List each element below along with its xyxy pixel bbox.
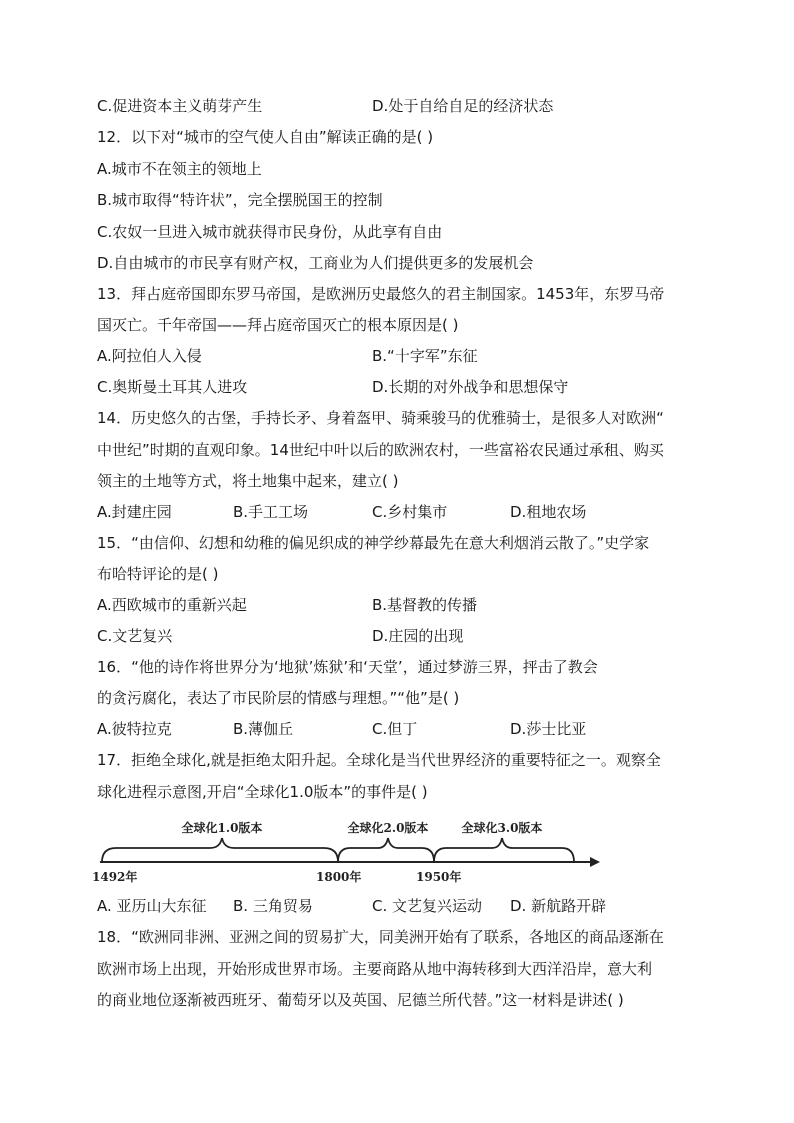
- q12-option-a: A.城市不在领主的领地上: [97, 160, 262, 178]
- q16-option-d: D.莎士比亚: [510, 720, 587, 738]
- q13-option-d: D.长期的对外战争和思想保守: [372, 378, 569, 396]
- q11-option-d: D.处于自给自足的经济状态: [372, 97, 554, 115]
- q18-stem-line-1: 18．“欧洲同非洲、亚洲之间的贸易扩大，同美洲开始有了联系，各地区的商品逐渐在: [97, 928, 664, 946]
- q15-stem-line-2: 布哈特评论的是( ): [97, 565, 219, 583]
- timeline-arrow: [590, 857, 600, 867]
- q17-option-d: D. 新航路开辟: [510, 897, 607, 915]
- timeline-year-1: 1492年: [92, 870, 138, 884]
- bracket-2: [338, 838, 434, 862]
- q13-option-b: B.“十字军”东征: [372, 347, 478, 365]
- timeline-label-2: 全球化2.0版本: [347, 821, 429, 835]
- q14-option-b: B.手工工场: [233, 503, 309, 521]
- timeline-year-3: 1950年: [416, 870, 462, 884]
- timeline-year-2: 1800年: [316, 870, 362, 884]
- bracket-3: [434, 838, 574, 862]
- q15-option-b: B.基督教的传播: [372, 596, 478, 614]
- timeline-label-1: 全球化1.0版本: [181, 821, 263, 835]
- q16-option-c: C.但丁: [372, 720, 418, 738]
- q16-option-b: B.薄伽丘: [233, 720, 294, 738]
- bracket-1: [102, 838, 338, 862]
- q13-stem-line-1: 13．拜占庭帝国即东罗马帝国，是欧洲历史最悠久的君主制国家。1453年，东罗马帝: [97, 285, 665, 303]
- q15-option-a: A.西欧城市的重新兴起: [97, 596, 247, 614]
- timeline-label-3: 全球化3.0版本: [461, 821, 543, 835]
- q14-stem-line-3: 领主的土地等方式，将土地集中起来，建立( ): [97, 472, 399, 490]
- globalization-timeline: [92, 815, 602, 890]
- q16-stem-line-2: 的贪污腐化，表达了市民阶层的情感与理想。”“他”是( ): [97, 689, 460, 707]
- q12-stem: 12．以下对“城市的空气使人自由”解读正确的是( ): [97, 128, 434, 146]
- q13-option-c: C.奥斯曼土耳其人进攻: [97, 378, 248, 396]
- q17-stem-line-2: 球化进程示意图,开启“全球化1.0版本”的事件是( ): [97, 783, 428, 801]
- q17-option-b: B. 三角贸易: [233, 897, 313, 915]
- q12-option-b: B.城市取得“特许状”，完全摆脱国王的控制: [97, 191, 383, 209]
- q18-stem-line-3: 的商业地位逐渐被西班牙、葡萄牙以及英国、尼德兰所代替。”这一材料是讲述( ): [97, 991, 624, 1009]
- q11-option-c: C.促进资本主义萌芽产生: [97, 97, 263, 115]
- q14-stem-line-2: 中世纪”时期的直观印象。14世纪中叶以后的欧洲农村，一些富裕农民通过承租、购买: [97, 441, 664, 459]
- q14-option-d: D.租地农场: [510, 503, 587, 521]
- q15-option-c: C.文艺复兴: [97, 627, 173, 645]
- q17-option-a: A. 亚历山大东征: [97, 897, 207, 915]
- q14-stem-line-1: 14．历史悠久的古堡，手持长矛、身着盔甲、骑乘骏马的优雅骑士，是很多人对欧洲“: [97, 409, 664, 427]
- q16-stem-line-1: 16．“他的诗作将世界分为‘地狱’炼狱’和‘天堂’，通过梦游三界，抨击了教会: [97, 658, 598, 676]
- q12-option-d: D.自由城市的市民享有财产权，工商业为人们提供更多的发展机会: [97, 254, 534, 272]
- q14-option-c: C.乡村集市: [372, 503, 448, 521]
- q18-stem-line-2: 欧洲市场上出现，开始形成世界市场。主要商路从地中海转移到大西洋沿岸，意大利: [97, 960, 653, 978]
- q16-option-a: A.彼特拉克: [97, 720, 172, 738]
- q17-stem-line-1: 17．拒绝全球化,就是拒绝太阳升起。全球化是当代世界经济的重要特征之一。观察全: [97, 751, 661, 769]
- q12-option-c: C.农奴一旦进入城市就获得市民身份，从此享有自由: [97, 223, 443, 241]
- q17-option-c: C. 文艺复兴运动: [372, 897, 483, 915]
- q15-stem-line-1: 15．“由信仰、幻想和幼稚的偏见织成的神学纱幕最先在意大利烟消云散了。”史学家: [97, 534, 650, 552]
- q15-option-d: D.庄园的出现: [372, 627, 464, 645]
- q14-option-a: A.封建庄园: [97, 503, 172, 521]
- q13-stem-line-2: 国灭亡。千年帝国——拜占庭帝国灭亡的根本原因是( ): [97, 316, 459, 334]
- q13-option-a: A.阿拉伯人入侵: [97, 347, 202, 365]
